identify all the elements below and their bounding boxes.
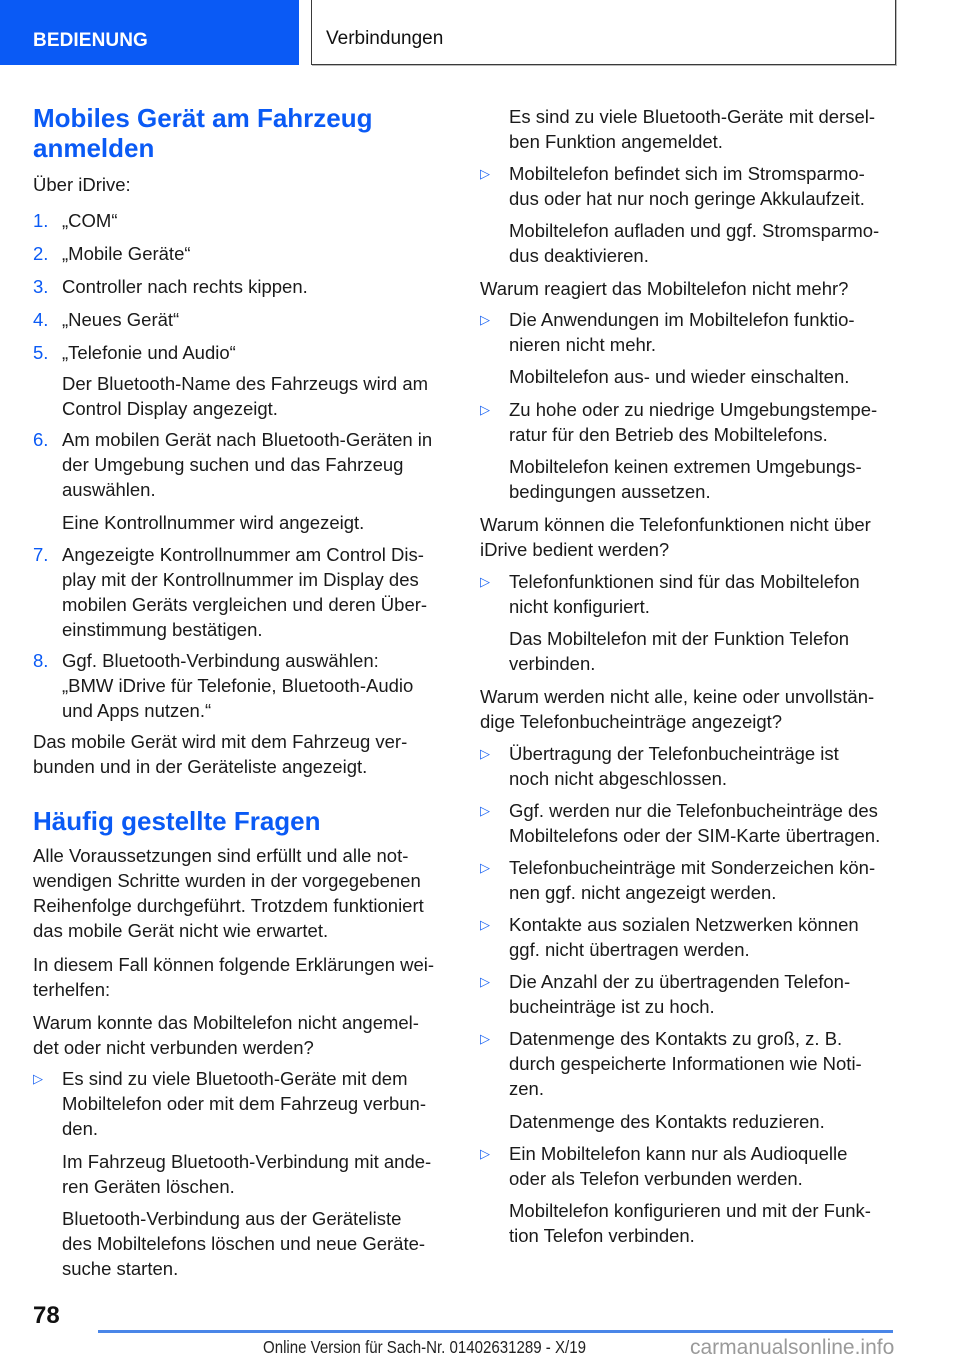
bullet-triangle-icon: ▷ — [480, 166, 490, 181]
faq-intro: Alle Voraussetzungen sind erfüllt und alle not- wendigen Schritte wurden in der vorgegebenen Reihenfolge durchgeführt. Trotzdem funktioniert das mobile Gerät nicht wie erwartet. — [33, 845, 424, 941]
q3-bullet-1-note: Das Mobiltelefon mit der Funktion Telefon verbinden. — [509, 628, 850, 674]
q4-bullet-6-note: Datenmenge des Kontakts reduzieren. — [509, 1111, 825, 1132]
heading-faq: Häufig gestellte Fragen — [33, 806, 321, 836]
q1-bullet-3-note: Mobiltelefon aufladen und ggf. Stromsparmo- dus deaktivieren. — [509, 220, 880, 266]
bullet-triangle-icon: ▷ — [480, 803, 490, 818]
bullet-triangle-icon: ▷ — [33, 1071, 43, 1086]
footer-divider — [98, 1330, 893, 1333]
q1-bullet-2-continued: Es sind zu viele Bluetooth-Geräte mit dersel- ben Funktion angemeldet. — [509, 106, 876, 152]
bullet-triangle-icon: ▷ — [480, 1031, 490, 1046]
q4-bullet-7-note: Mobiltelefon konfigurieren und mit der Funk- tion Telefon verbinden. — [509, 1200, 871, 1246]
step-6-note: Eine Kontrollnummer wird angezeigt. — [62, 512, 365, 533]
bullet-triangle-icon: ▷ — [480, 402, 490, 417]
section-tab — [0, 0, 299, 65]
q2-bullet-2-note: Mobiltelefon keinen extremen Umgebungs- bedingungen aussetzen. — [509, 456, 862, 502]
chapter-label: Verbindungen — [326, 28, 444, 49]
bullet-triangle-icon: ▷ — [480, 1146, 490, 1161]
faq-question-3: Warum können die Telefonfunktionen nicht über iDrive bedient werden? — [480, 514, 871, 560]
bullet-triangle-icon: ▷ — [480, 860, 490, 875]
bullet-triangle-icon: ▷ — [480, 917, 490, 932]
faq-question-1: Warum konnte das Mobiltelefon nicht angemel- det oder nicht verbunden werden? — [33, 1012, 419, 1058]
step-5-note: Der Bluetooth-Name des Fahrzeugs wird am Control Display angezeigt. — [62, 373, 429, 419]
bullet-triangle-icon: ▷ — [480, 312, 490, 327]
bullet-triangle-icon: ▷ — [480, 574, 490, 589]
page-number: 78 — [33, 1302, 60, 1329]
q2-bullet-1-note: Mobiltelefon aus- und wieder einschalten. — [509, 366, 850, 387]
bullet-triangle-icon: ▷ — [480, 746, 490, 761]
chapter-tab — [311, 0, 896, 65]
result-text: Das mobile Gerät wird mit dem Fahrzeug ver- bunden und in der Geräteliste angezeigt. — [33, 731, 408, 777]
faq-question-4: Warum werden nicht alle, keine oder unvollstän- dige Telefonbucheinträge angezeigt? — [480, 686, 875, 732]
bullet-triangle-icon: ▷ — [480, 974, 490, 989]
section-label: BEDIENUNG — [33, 30, 148, 51]
heading-register-device: Mobiles Gerät am Fahrzeug anmelden — [33, 103, 373, 163]
online-version-text: Online Version für Sach-Nr. 01402631289 - X/19 — [263, 1337, 586, 1357]
watermark: carmanualsonline.info — [690, 1336, 895, 1359]
q1-bullet-1-note-2: Bluetooth-Verbindung aus der Geräteliste des Mobiltelefons löschen und neue Geräte- suche starten. — [62, 1208, 426, 1279]
faq-intro-2: In diesem Fall können folgende Erklärungen wei- terhelfen: — [33, 954, 435, 1000]
intro-text: Über iDrive: — [33, 174, 131, 195]
q1-bullet-1-note-1: Im Fahrzeug Bluetooth-Verbindung mit ande- ren Geräten löschen. — [62, 1151, 432, 1197]
faq-question-2: Warum reagiert das Mobiltelefon nicht mehr? — [480, 278, 849, 299]
